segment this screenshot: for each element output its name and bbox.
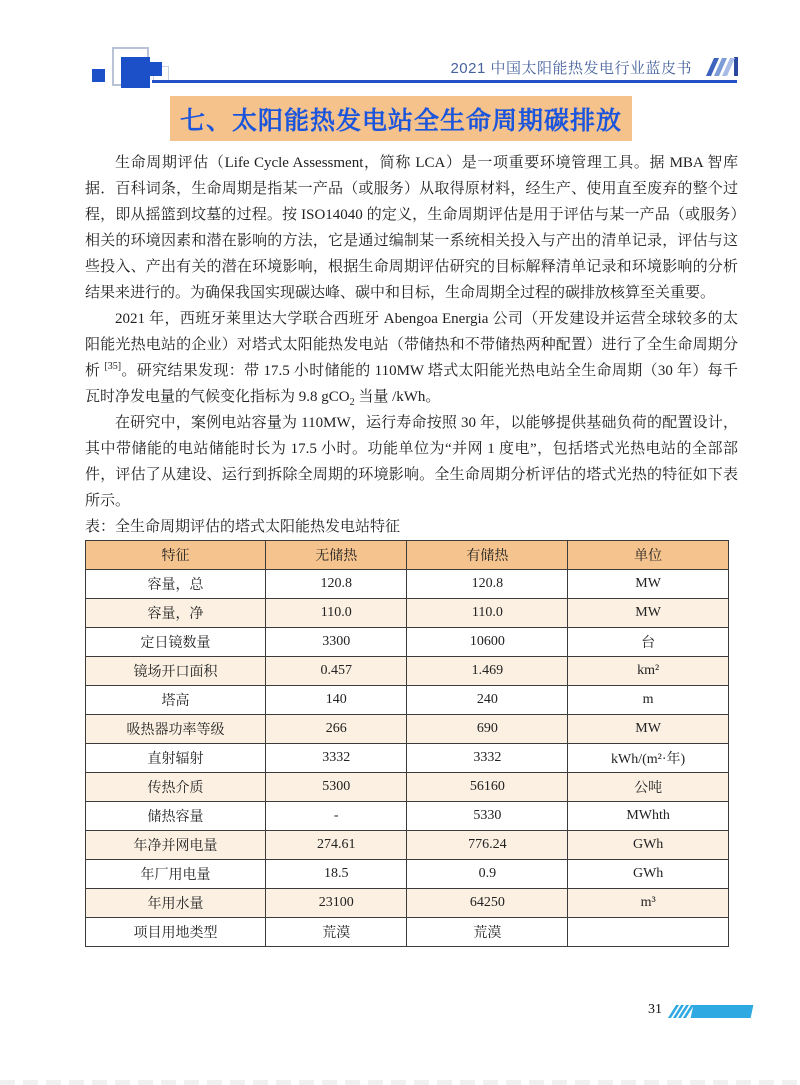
unit-cell bbox=[568, 918, 729, 947]
value-cell: 240 bbox=[407, 686, 568, 715]
co2-subscript: 2 bbox=[349, 397, 355, 408]
value-cell: - bbox=[266, 802, 407, 831]
value-cell: 1.469 bbox=[407, 657, 568, 686]
value-cell: 120.8 bbox=[266, 570, 407, 599]
table-row bbox=[86, 860, 729, 889]
paragraph-text: 当量 /kWh。 bbox=[354, 389, 441, 405]
header-divider bbox=[152, 80, 737, 83]
paragraph-text: 。研究结果发现：带 17.5 小时储能的 110MW 塔式太阳能光热电站全生命周期（30 年）每千瓦时净发电量的气候变化指标为 9.8 gCO bbox=[85, 363, 738, 405]
value-cell: 3300 bbox=[266, 628, 407, 657]
value-cell: 18.5 bbox=[266, 860, 407, 889]
feature-cell: 容量，净 bbox=[86, 599, 266, 628]
section-title-banner bbox=[170, 96, 632, 141]
paragraph-study-setup: 在研究中，案例电站容量为 110MW，运行寿命按照 30 年，以能够提供基础负荷的配置设计，其中带储能的电站储能时长为 17.5 小时。功能单位为“并网 1 度电”，包括塔式光热电站的全部部件，评估了从建设、运行到拆除全周期的环境影响。全生命周期分析评估的塔式光热的特征如下表所示。 bbox=[85, 415, 738, 509]
feature-cell: 项目用地类型 bbox=[86, 918, 266, 947]
value-cell: 64250 bbox=[407, 889, 568, 918]
unit-cell: km² bbox=[568, 657, 729, 686]
table-header-no-storage: 无储热 bbox=[266, 541, 407, 570]
table-row bbox=[86, 831, 729, 860]
unit-cell: GWh bbox=[568, 860, 729, 889]
value-cell: 23100 bbox=[266, 889, 407, 918]
value-cell: 5330 bbox=[407, 802, 568, 831]
unit-cell: MW bbox=[568, 715, 729, 744]
value-cell: 690 bbox=[407, 715, 568, 744]
unit-cell: kWh/(m²·年) bbox=[568, 744, 729, 773]
unit-cell: 台 bbox=[568, 628, 729, 657]
table-header-feature: 特征 bbox=[86, 541, 266, 570]
unit-cell: 公吨 bbox=[568, 773, 729, 802]
footer-bar-icon bbox=[672, 1005, 752, 1018]
section-title: 七、太阳能热发电站全生命周期碳排放 bbox=[179, 106, 622, 135]
unit-cell: GWh bbox=[568, 831, 729, 860]
scan-artifact-strip bbox=[0, 1080, 800, 1085]
table-row bbox=[86, 599, 729, 628]
lca-table-body bbox=[86, 570, 729, 947]
feature-cell: 塔高 bbox=[86, 686, 266, 715]
value-cell: 5300 bbox=[266, 773, 407, 802]
unit-cell: m³ bbox=[568, 889, 729, 918]
unit-cell: m bbox=[568, 686, 729, 715]
table-header-with-storage: 有储热 bbox=[407, 541, 568, 570]
footnote-ref: [35] bbox=[104, 361, 122, 372]
value-cell: 10600 bbox=[407, 628, 568, 657]
unit-cell: MWhth bbox=[568, 802, 729, 831]
value-cell: 140 bbox=[266, 686, 407, 715]
value-cell: 110.0 bbox=[266, 599, 407, 628]
booklet-title: 2021 中国太阳能热发电行业蓝皮书 bbox=[450, 60, 692, 77]
feature-cell: 镜场开口面积 bbox=[86, 657, 266, 686]
table-row bbox=[86, 715, 729, 744]
value-cell: 266 bbox=[266, 715, 407, 744]
feature-cell: 直射辐射 bbox=[86, 744, 266, 773]
table-caption: 表：全生命周期评估的塔式太阳能热发电站特征 bbox=[85, 519, 401, 535]
value-cell: 56160 bbox=[407, 773, 568, 802]
value-cell: 3332 bbox=[407, 744, 568, 773]
table-row bbox=[86, 570, 729, 599]
slashes-icon bbox=[710, 58, 738, 76]
feature-cell: 容量，总 bbox=[86, 570, 266, 599]
table-row bbox=[86, 628, 729, 657]
feature-cell: 年用水量 bbox=[86, 889, 266, 918]
table-row bbox=[86, 686, 729, 715]
table-row bbox=[86, 918, 729, 947]
value-cell: 776.24 bbox=[407, 831, 568, 860]
page-number: 31 bbox=[648, 1002, 662, 1017]
table-header-row bbox=[86, 541, 729, 570]
paragraph-text: 2021 年，西班牙莱里达大学联合西班牙 Abengoa Energia 公司（开发建设并运营全球较多的太阳能光热电站的企业）对塔式太阳能热发电站（带储热和不带储热两种配置）进行了全生命周期分析 bbox=[85, 311, 738, 379]
paragraph-lca-intro: 生命周期评估（Life Cycle Assessment，简称 LCA）是一项重要环境管理工具。据 MBA 智库据．百科词条，生命周期是指某一产品（或服务）从取得原材料，经生产、使用直至废弃的整个过程，即从摇篮到坟墓的过程。按 ISO14040 的定义，生命周期评估是用于评估与某一产品（或服务）相关的环境因素和潜在影响的方法，它是通过编制某一系统相关投入与产出的清单记录，评估与这些投入、产出有关的潜在环境影响，根据生命周期评估研究的目标解释清单记录和环境影响的分析结果来进行的。为确保我国实现碳达峰、碳中和目标，生命周期全过程的碳排放核算至关重要。 bbox=[85, 155, 738, 301]
logo-square-small-left bbox=[92, 69, 105, 82]
unit-cell: MW bbox=[568, 570, 729, 599]
paragraph-study-2021 bbox=[85, 306, 738, 410]
value-cell: 0.9 bbox=[407, 860, 568, 889]
table-row bbox=[86, 802, 729, 831]
value-cell: 274.61 bbox=[266, 831, 407, 860]
value-cell: 荒漠 bbox=[266, 918, 407, 947]
lca-characteristics-table bbox=[85, 540, 729, 947]
slash-endbar bbox=[734, 57, 738, 76]
feature-cell: 年净并网电量 bbox=[86, 831, 266, 860]
value-cell: 120.8 bbox=[407, 570, 568, 599]
feature-cell: 定日镜数量 bbox=[86, 628, 266, 657]
value-cell: 0.457 bbox=[266, 657, 407, 686]
value-cell: 110.0 bbox=[407, 599, 568, 628]
table-row bbox=[86, 889, 729, 918]
table-header-unit: 单位 bbox=[568, 541, 729, 570]
logo-square-main bbox=[121, 57, 150, 88]
table-row bbox=[86, 744, 729, 773]
body-content bbox=[85, 150, 738, 947]
table-row bbox=[86, 657, 729, 686]
footer-bar-solid bbox=[691, 1005, 754, 1018]
feature-cell: 年厂用电量 bbox=[86, 860, 266, 889]
unit-cell: MW bbox=[568, 599, 729, 628]
table-row bbox=[86, 773, 729, 802]
value-cell: 荒漠 bbox=[407, 918, 568, 947]
feature-cell: 储热容量 bbox=[86, 802, 266, 831]
feature-cell: 吸热器功率等级 bbox=[86, 715, 266, 744]
logo-square-small-right bbox=[148, 62, 162, 76]
feature-cell: 传热介质 bbox=[86, 773, 266, 802]
value-cell: 3332 bbox=[266, 744, 407, 773]
